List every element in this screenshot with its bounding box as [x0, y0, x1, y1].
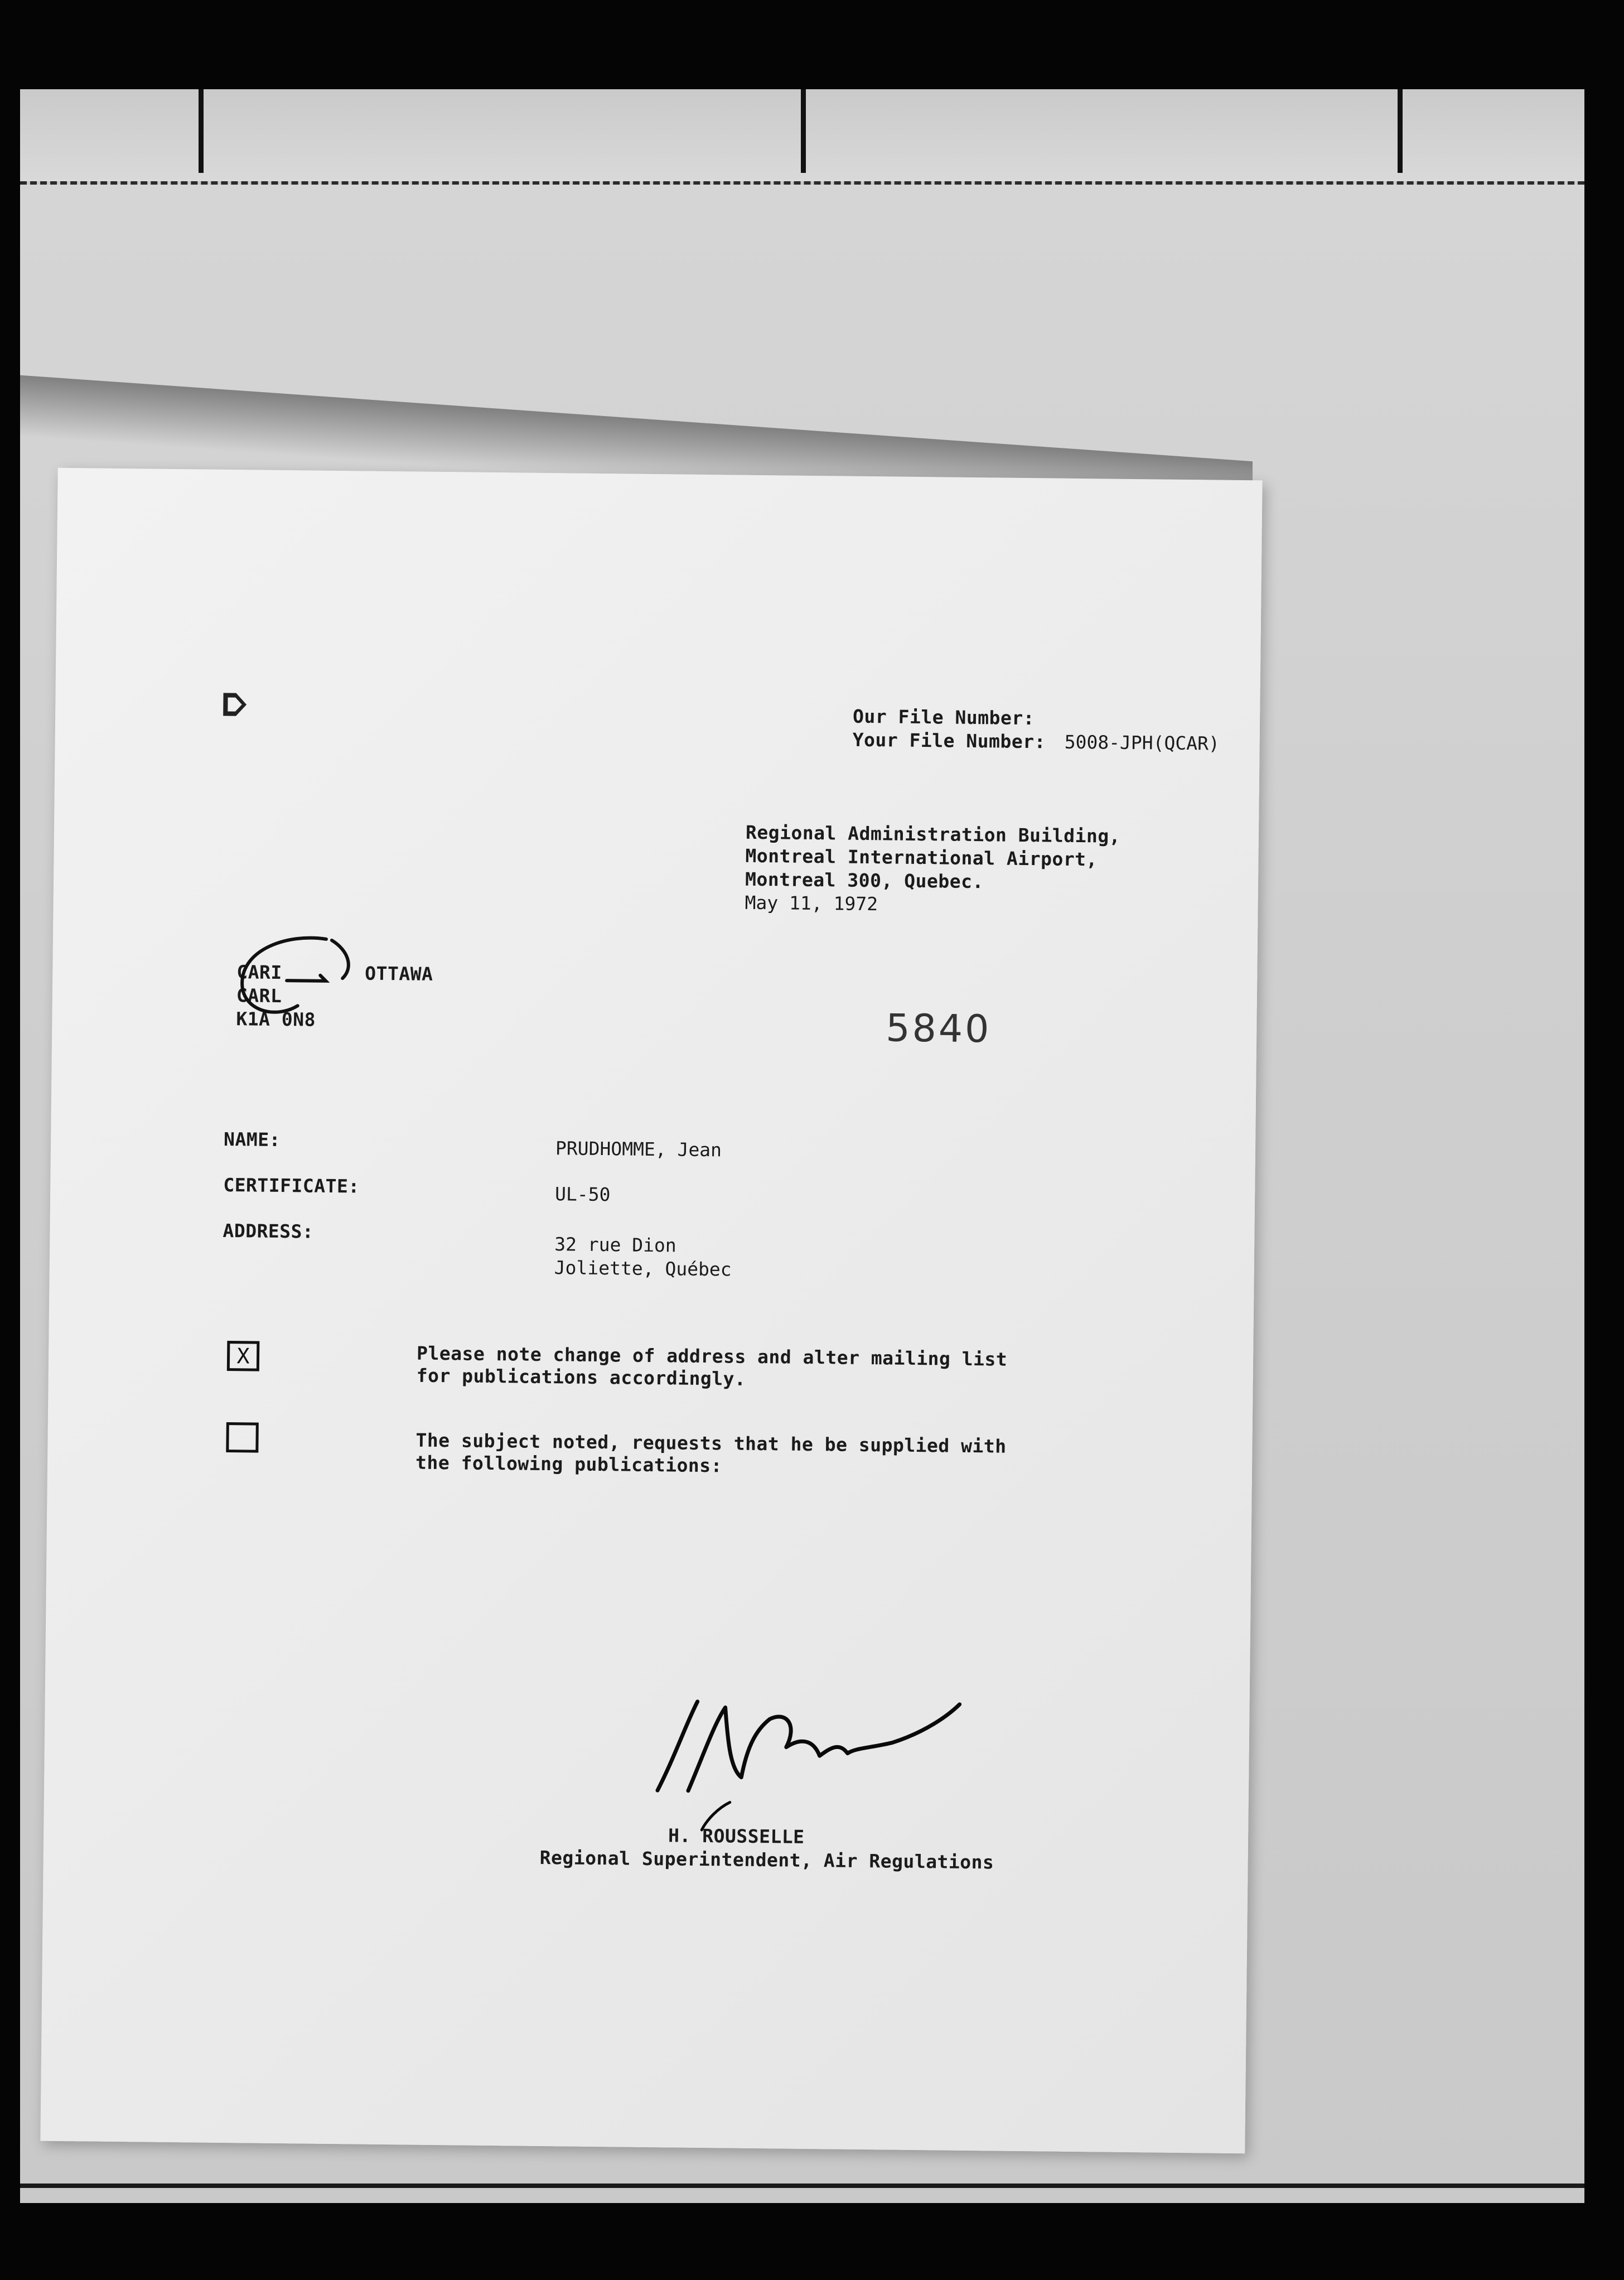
handwritten-circle-mark — [219, 927, 399, 1040]
address-line-2: Joliette, Québec — [554, 1257, 732, 1281]
change-of-address-checkbox[interactable]: X — [227, 1341, 260, 1371]
recipient-line-1: CARI — [236, 961, 283, 984]
address-line-1: 32 rue Dion — [554, 1233, 676, 1257]
strip-divider — [801, 89, 806, 173]
strip-divider — [1398, 89, 1403, 173]
our-file-label: Our File Number: — [852, 705, 1035, 730]
certificate-label: CERTIFICATE: — [223, 1173, 360, 1197]
previous-page-strip — [20, 89, 1584, 185]
letter-date: May 11, 1972 — [745, 891, 878, 915]
your-file-value: 5008-JPH(QCAR) — [1064, 731, 1220, 755]
sender-line-1: Regional Administration Building, — [745, 821, 1121, 847]
option-1-line-2: for publications accordingly. — [416, 1364, 746, 1390]
stamped-number: 5840 — [885, 1006, 992, 1052]
publications-request-checkbox[interactable] — [226, 1422, 259, 1453]
bottom-rule — [20, 2184, 1584, 2188]
handwritten-signature — [635, 1656, 971, 1844]
sender-line-3: Montreal 300, Quebec. — [745, 868, 984, 893]
signatory-title: Regional Superintendent, Air Regulations — [539, 1846, 994, 1873]
name-label: NAME: — [223, 1128, 281, 1151]
name-value: PRUDHOMME, Jean — [555, 1137, 722, 1161]
recipient-city: OTTAWA — [365, 962, 433, 985]
strip-divider — [199, 89, 204, 173]
your-file-label: Your File Number: — [852, 728, 1046, 753]
option-2-line-1: The subject noted, requests that he be supplied with — [415, 1429, 1007, 1457]
edge-mark: ⌂ — [214, 690, 260, 719]
signatory-name: H. ROUSSELLE — [668, 1824, 805, 1848]
certificate-value: UL-50 — [554, 1183, 611, 1206]
option-2-line-2: the following publications: — [415, 1451, 723, 1477]
sender-line-2: Montreal International Airport, — [745, 844, 1098, 871]
address-label: ADDRESS: — [223, 1219, 314, 1243]
recipient-line-2: CARL — [236, 984, 282, 1007]
microfilm-frame — [20, 89, 1584, 2203]
option-1-line-1: Please note change of address and alter mailing list — [416, 1342, 1008, 1370]
memo-page — [40, 468, 1262, 2153]
recipient-postal-code: K1A 0N8 — [236, 1008, 316, 1031]
